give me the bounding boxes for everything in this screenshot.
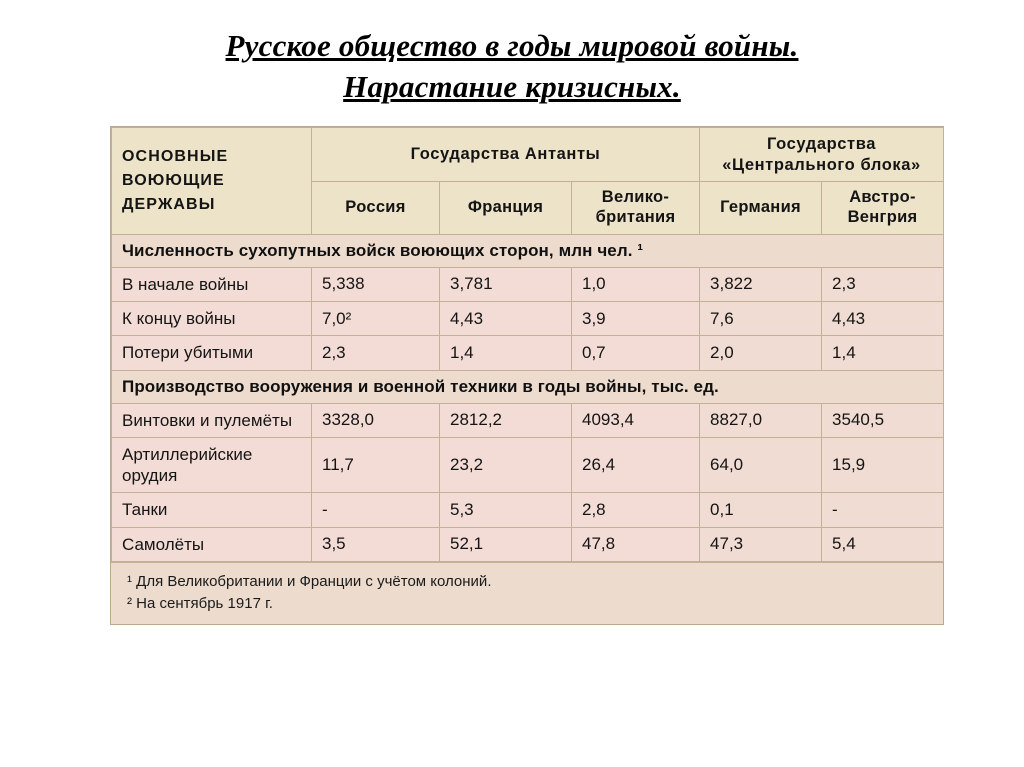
cell-value: 4093,4	[572, 403, 700, 437]
cell-value: 0,1	[700, 493, 822, 527]
cell-value: 3,9	[572, 302, 700, 336]
country-header-france: Франция	[440, 182, 572, 235]
cell-value: 3540,5	[822, 403, 944, 437]
row-label: В начале войны	[112, 267, 312, 301]
table-row	[112, 336, 944, 370]
row-label: Самолёты	[112, 527, 312, 561]
table	[111, 127, 944, 562]
comparison-table	[110, 126, 944, 625]
section-band-row	[112, 370, 944, 403]
cell-value: 2,8	[572, 493, 700, 527]
group-header-central: Государства «Центрального блока»	[700, 128, 944, 182]
cell-value: 11,7	[312, 437, 440, 493]
row-label: Винтовки и пулемёты	[112, 403, 312, 437]
footnote-2: ² На сентябрь 1917 г.	[127, 594, 273, 612]
group-header-entente: Государства Антанты	[312, 128, 700, 182]
footnotes	[111, 562, 943, 625]
country-header-austria-hungary: Австро-Венгрия	[822, 182, 944, 235]
table-row	[112, 267, 944, 301]
row-label: Потери убитыми	[112, 336, 312, 370]
page-title	[0, 0, 1024, 108]
cell-value: 1,4	[440, 336, 572, 370]
cell-value: 64,0	[700, 437, 822, 493]
cell-value: 7,0²	[312, 302, 440, 336]
table-row	[112, 403, 944, 437]
row-label: Артиллерийские орудия	[112, 437, 312, 493]
cell-value: 3,5	[312, 527, 440, 561]
cell-value: 5,3	[440, 493, 572, 527]
title-line-2: Нарастание кризисных.	[343, 68, 681, 104]
row-label: К концу войны	[112, 302, 312, 336]
cell-value: 26,4	[572, 437, 700, 493]
cell-value: 8827,0	[700, 403, 822, 437]
country-header-germany: Германия	[700, 182, 822, 235]
corner-header: ОСНОВНЫЕ ВОЮЮЩИЕ ДЕРЖАВЫ	[112, 128, 312, 235]
cell-value: 2812,2	[440, 403, 572, 437]
cell-value: 2,3	[312, 336, 440, 370]
cell-value: 7,6	[700, 302, 822, 336]
cell-value: 23,2	[440, 437, 572, 493]
cell-value: 3,822	[700, 267, 822, 301]
cell-value: -	[822, 493, 944, 527]
cell-value: 0,7	[572, 336, 700, 370]
cell-value: 4,43	[440, 302, 572, 336]
title-line-1: Русское общество в годы мировой войны.	[225, 28, 799, 63]
cell-value: 15,9	[822, 437, 944, 493]
row-label: Танки	[112, 493, 312, 527]
cell-value: 52,1	[440, 527, 572, 561]
cell-value: 2,3	[822, 267, 944, 301]
table-header-row-groups	[112, 128, 944, 182]
cell-value: 3,781	[440, 267, 572, 301]
cell-value: 4,43	[822, 302, 944, 336]
section-band-troops: Численность сухопутных войск воюющих сторон, млн чел. ¹	[112, 234, 944, 267]
section-band-production: Производство вооружения и военной техники в годы войны, тыс. ед.	[112, 370, 944, 403]
cell-value: 1,0	[572, 267, 700, 301]
table-row	[112, 527, 944, 561]
country-header-britain: Велико-британия	[572, 182, 700, 235]
country-header-russia: Россия	[312, 182, 440, 235]
section-band-row	[112, 234, 944, 267]
table-row	[112, 302, 944, 336]
footnote-1: ¹ Для Великобритании и Франции с учётом колоний.	[127, 572, 492, 590]
table-row	[112, 493, 944, 527]
cell-value: 47,3	[700, 527, 822, 561]
cell-value: 1,4	[822, 336, 944, 370]
cell-value: 5,4	[822, 527, 944, 561]
table-row	[112, 437, 944, 493]
cell-value: -	[312, 493, 440, 527]
cell-value: 3328,0	[312, 403, 440, 437]
cell-value: 2,0	[700, 336, 822, 370]
cell-value: 47,8	[572, 527, 700, 561]
cell-value: 5,338	[312, 267, 440, 301]
